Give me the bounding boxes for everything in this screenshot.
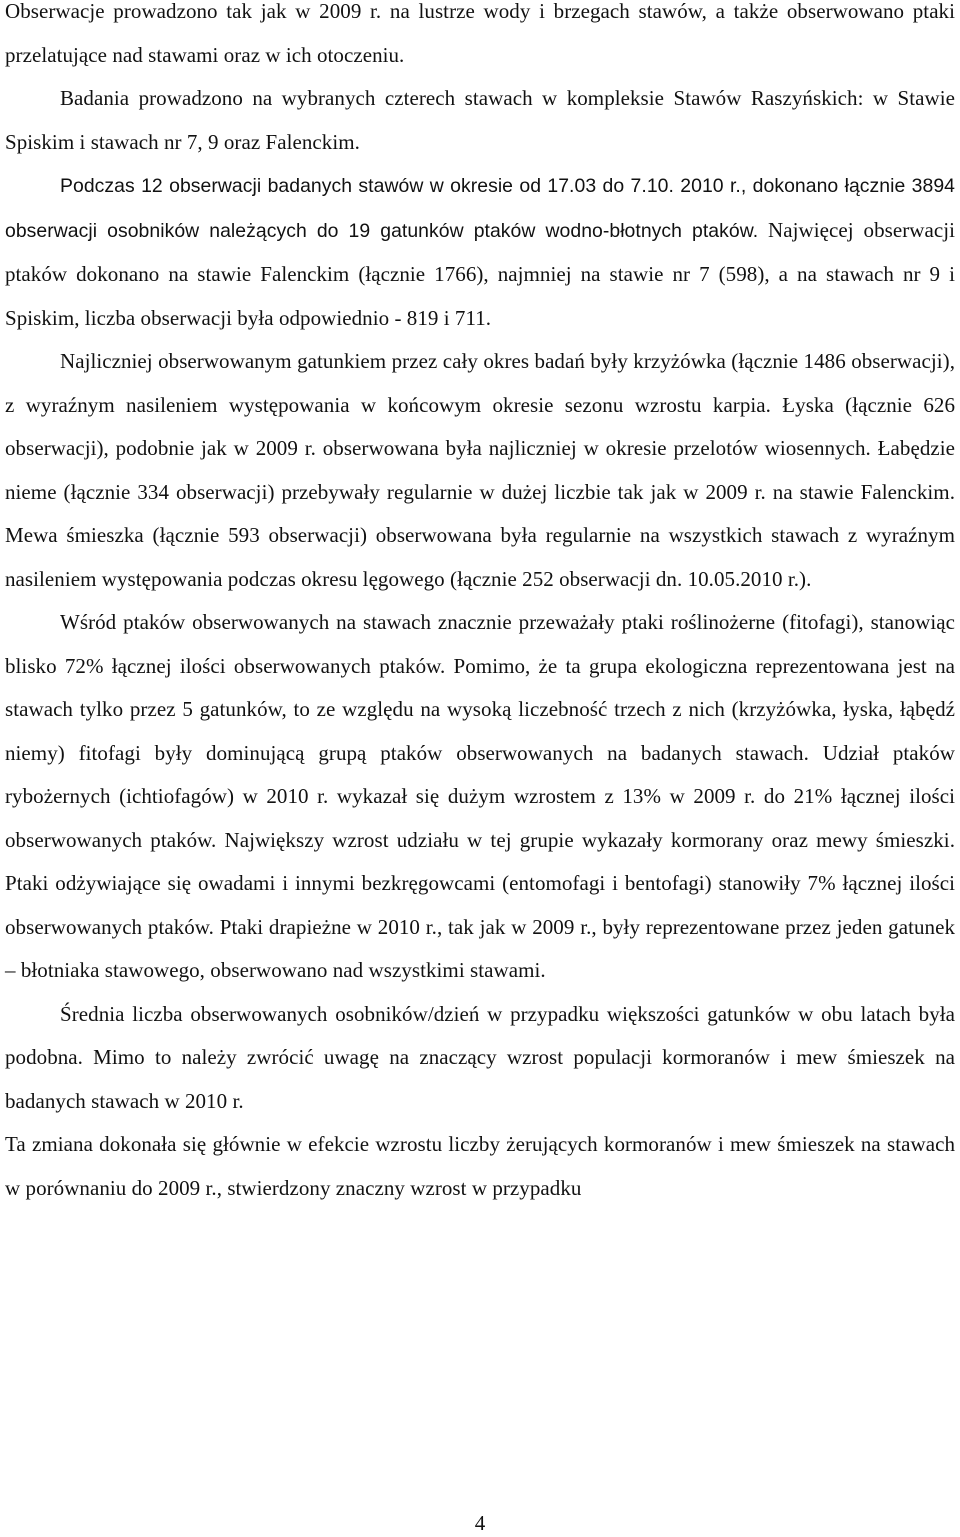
paragraph-4: Najliczniej obserwowanym gatunkiem przez cały okres badań były krzyżówka (łącznie 1486 obserwacji), z wyraźnym nasileniem występowania w końcowym okresie sezonu wzrostu karpia. Łyska (łącznie 626 obserwacji), podobnie jak w 2009 r. obserwowana była najliczniej w okresie przelotów wiosennych. Łabędzie nieme (łącznie 334 obserwacji) przebywały regularnie w dużej liczbie tak jak w 2009 r. na stawie Falenckim. Mewa śmieszka (łącznie 593 obserwacji) obserwowana była regularnie na wszystkich stawach z wyraźnym nasileniem występowania podczas okresu lęgowego (łącznie 252 obserwacji dn. 10.05.2010 r.). [5,349,955,591]
paragraph-2: Badania prowadzono na wybranych czterech stawach w kompleksie Stawów Raszyńskich: w Stawie Spiskim i stawach nr 7, 9 oraz Falenckim. [5,86,955,154]
paragraph-1: Obserwacje prowadzono tak jak w 2009 r. na lustrze wody i brzegach stawów, a także obserwowano ptaki przelatujące nad stawami oraz w ich otoczeniu. [5,0,955,67]
paragraph-3-sans-text: Podczas 12 obserwacji badanych stawów w okresie od 17.03 do 7.10. 2010 r., dokonano łącznie 3894 obserwacji osobników należących do 19 gatunków ptaków wodno-błotnych ptaków. [5,175,955,242]
paragraph-5: Wśród ptaków obserwowanych na stawach znacznie przeważały ptaki roślinożerne (fitofagi), stanowiąc blisko 72% łącznej ilości obserwowanych ptaków. Pomimo, że ta grupa ekologiczna reprezentowana jest na stawach tylko przez 5 gatunków, to ze względu na wysoką liczebność trzech z nich (krzyżówka, łyska, łąbędź niemy) fitofagi były dominującą grupą ptaków obserwowanych na badanych stawach. Udział ptaków rybożernych (ichtiofagów) w 2010 r. wykazał się dużym wzrostem z 13% w 2009 r. do 21% łącznej ilości obserwowanych ptaków. Największy wzrost udziału w tej grupie wykazały kormorany oraz mewy śmieszki. Ptaki odżywiające się owadami i innymi bezkręgowcami (entomofagi i bentofagi) stanowiły 7% łącznej ilości obserwowanych ptaków. Ptaki drapieżne w 2010 r., tak jak w 2009 r., były reprezentowane przez jeden gatunek – błotniaka stawowego, obserwowano nad wszystkimi stawami. [5,610,955,982]
page-number: 4 [474,1511,486,1535]
paragraph-7: Ta zmiana dokonała się głównie w efekcie wzrostu liczby żerujących kormoranów i mew śmieszek na stawach w porównaniu do 2009 r., stwierdzony znaczny wzrost w przypadku [5,1132,955,1200]
paragraph-3-serif-text: Najwięcej obserwacji ptaków dokonano na stawie Falenckim (łącznie 1766), najmniej na stawie nr 7 (598), a na stawach nr 9 i Spiskim, liczba obserwacji była odpowiednio - 819 i 711. [5,217,955,330]
paragraph-3 [5,164,955,340]
document-page [5,0,955,1210]
paragraph-6: Średnia liczba obserwowanych osobników/dzień w przypadku większości gatunków w obu latach była podobna. Mimo to należy zwrócić uwagę na znaczący wzrost populacji kormoranów i mew śmieszek na badanych stawach w 2010 r. [5,1001,955,1113]
